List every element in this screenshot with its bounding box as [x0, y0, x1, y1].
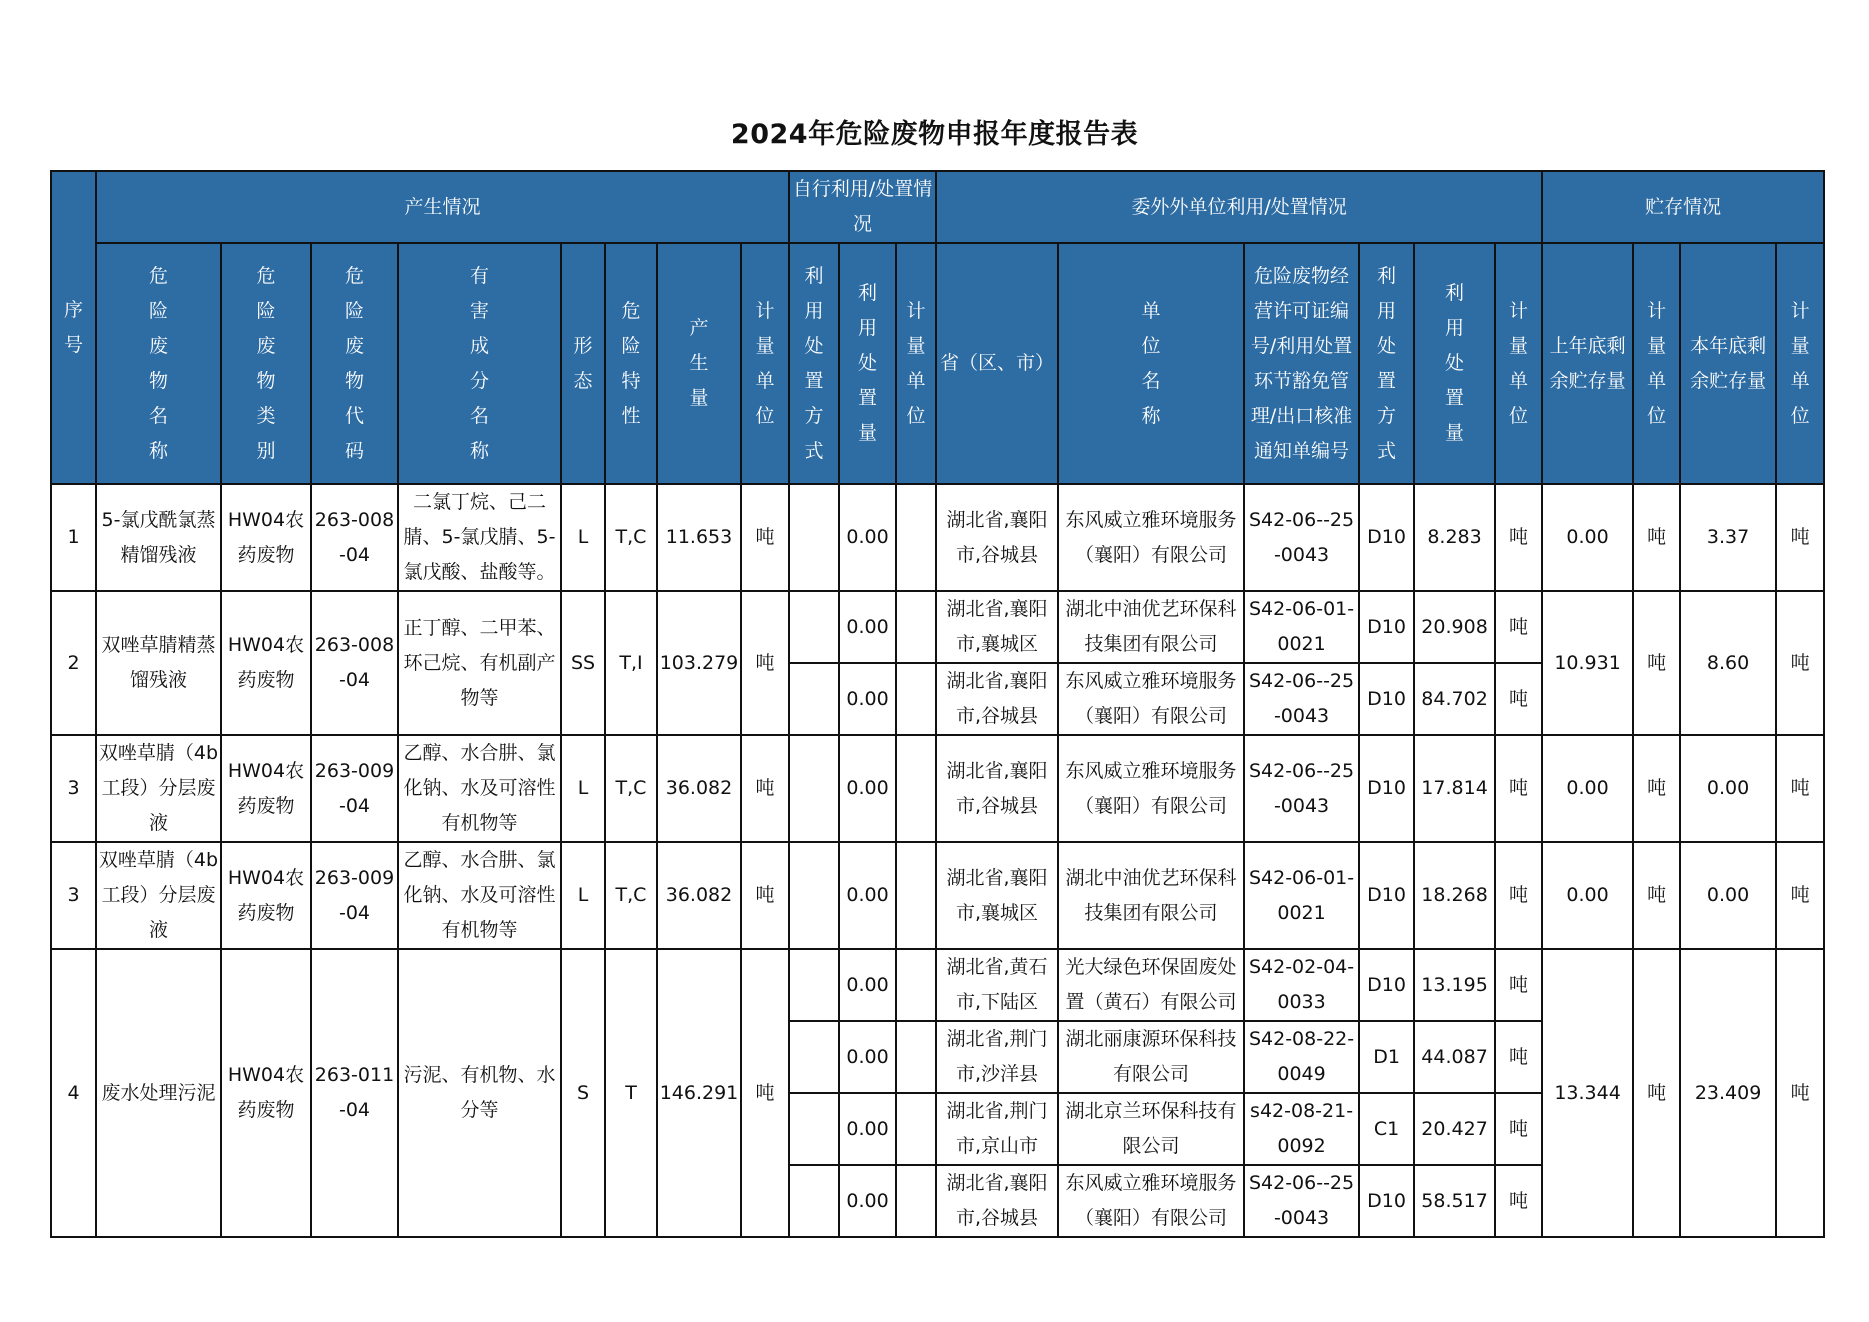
cell-province: 湖北省,襄阳市,谷城县 — [936, 735, 1058, 842]
header-curr-stock: 本年底剩余贮存量 — [1680, 243, 1776, 484]
cell-prev-stock: 10.931 — [1542, 591, 1633, 735]
table-row — [51, 735, 1824, 842]
cell-prev-unit: 吨 — [1633, 591, 1680, 735]
cell-company: 湖北丽康源环保科技有限公司 — [1058, 1021, 1244, 1093]
cell-form: L — [561, 484, 605, 591]
cell-out-method: C1 — [1359, 1093, 1414, 1165]
cell-company: 东风威立雅环境服务（襄阳）有限公司 — [1058, 735, 1244, 842]
cell-waste-code: 263-011-04 — [311, 949, 398, 1237]
header-out-unit: 计量单位 — [1495, 243, 1542, 484]
cell-prev-unit: 吨 — [1633, 949, 1680, 1237]
cell-harmful: 污泥、有机物、水分等 — [398, 949, 561, 1237]
cell-self-unit — [896, 663, 936, 735]
header-waste-code: 危险废物代码 — [311, 243, 398, 484]
cell-out-amount: 20.427 — [1414, 1093, 1495, 1165]
cell-self-unit — [896, 949, 936, 1021]
cell-self-unit — [896, 591, 936, 663]
cell-out-amount: 58.517 — [1414, 1165, 1495, 1237]
cell-waste-code: 263-009-04 — [311, 735, 398, 842]
cell-company: 东风威立雅环境服务（襄阳）有限公司 — [1058, 663, 1244, 735]
cell-out-unit: 吨 — [1495, 1093, 1542, 1165]
cell-out-unit: 吨 — [1495, 1165, 1542, 1237]
cell-province: 湖北省,襄阳市,襄城区 — [936, 842, 1058, 949]
cell-waste-category: HW04农药废物 — [221, 735, 311, 842]
cell-harmful: 二氯丁烷、己二腈、5-氯戊腈、5-氯戊酸、盐酸等。 — [398, 484, 561, 591]
cell-curr-stock: 0.00 — [1680, 842, 1776, 949]
cell-license: s42-08-21-0092 — [1244, 1093, 1359, 1165]
cell-out-method: D1 — [1359, 1021, 1414, 1093]
cell-seq: 1 — [51, 484, 96, 591]
cell-self-amount: 0.00 — [839, 949, 896, 1021]
header-self-amount: 利用处置量 — [839, 243, 896, 484]
cell-amount: 146.291 — [657, 949, 741, 1237]
table-row — [51, 591, 1824, 663]
cell-out-method: D10 — [1359, 735, 1414, 842]
cell-province: 湖北省,荆门市,沙洋县 — [936, 1021, 1058, 1093]
cell-curr-unit: 吨 — [1776, 484, 1824, 591]
cell-license: S42-06-01-0021 — [1244, 842, 1359, 949]
cell-out-amount: 8.283 — [1414, 484, 1495, 591]
cell-license: S42-06--25-0043 — [1244, 735, 1359, 842]
cell-company: 东风威立雅环境服务（襄阳）有限公司 — [1058, 1165, 1244, 1237]
cell-self-method — [789, 735, 839, 842]
cell-out-amount: 84.702 — [1414, 663, 1495, 735]
cell-self-method — [789, 663, 839, 735]
cell-company: 东风威立雅环境服务（襄阳）有限公司 — [1058, 484, 1244, 591]
cell-self-unit — [896, 1165, 936, 1237]
cell-self-amount: 0.00 — [839, 484, 896, 591]
cell-waste-name: 双唑草腈（4b工段）分层废液 — [96, 735, 221, 842]
cell-self-unit — [896, 1021, 936, 1093]
cell-prev-stock: 13.344 — [1542, 949, 1633, 1237]
cell-out-amount: 13.195 — [1414, 949, 1495, 1021]
cell-license: S42-06--25-0043 — [1244, 484, 1359, 591]
report-body — [51, 484, 1824, 1237]
cell-company: 湖北中油优艺环保科技集团有限公司 — [1058, 591, 1244, 663]
cell-waste-code: 263-009-04 — [311, 842, 398, 949]
header-company: 单位名称 — [1058, 243, 1244, 484]
cell-out-amount: 18.268 — [1414, 842, 1495, 949]
cell-self-method — [789, 484, 839, 591]
cell-seq: 2 — [51, 591, 96, 735]
cell-hazard: T,C — [605, 735, 657, 842]
cell-license: S42-06--25-0043 — [1244, 1165, 1359, 1237]
cell-curr-unit: 吨 — [1776, 591, 1824, 735]
cell-form: L — [561, 735, 605, 842]
cell-out-method: D10 — [1359, 663, 1414, 735]
cell-amount: 36.082 — [657, 735, 741, 842]
cell-waste-name: 废水处理污泥 — [96, 949, 221, 1237]
header-seq: 序号 — [51, 171, 96, 484]
cell-out-method: D10 — [1359, 484, 1414, 591]
header-province: 省（区、市） — [936, 243, 1058, 484]
cell-unit: 吨 — [741, 484, 789, 591]
cell-out-unit: 吨 — [1495, 735, 1542, 842]
cell-unit: 吨 — [741, 842, 789, 949]
cell-hazard: T — [605, 949, 657, 1237]
cell-curr-unit: 吨 — [1776, 842, 1824, 949]
header-out-method: 利用处置方式 — [1359, 243, 1414, 484]
cell-out-method: D10 — [1359, 842, 1414, 949]
cell-self-unit — [896, 1093, 936, 1165]
header-prev-unit: 计量单位 — [1633, 243, 1680, 484]
cell-waste-name: 5-氯戊酰氯蒸精馏残液 — [96, 484, 221, 591]
header-amount: 产生量 — [657, 243, 741, 484]
cell-amount: 36.082 — [657, 842, 741, 949]
cell-unit: 吨 — [741, 591, 789, 735]
cell-form: L — [561, 842, 605, 949]
header-group-self: 自行利用/处置情况 — [789, 171, 936, 243]
cell-harmful: 乙醇、水合肼、氯化钠、水及可溶性有机物等 — [398, 842, 561, 949]
cell-curr-stock: 0.00 — [1680, 735, 1776, 842]
header-prev-stock: 上年底剩余贮存量 — [1542, 243, 1633, 484]
cell-out-unit: 吨 — [1495, 591, 1542, 663]
cell-out-unit: 吨 — [1495, 484, 1542, 591]
cell-form: SS — [561, 591, 605, 735]
cell-out-amount: 44.087 — [1414, 1021, 1495, 1093]
cell-license: S42-06--25-0043 — [1244, 663, 1359, 735]
cell-seq: 3 — [51, 735, 96, 842]
cell-self-amount: 0.00 — [839, 1165, 896, 1237]
cell-self-method — [789, 1021, 839, 1093]
cell-seq: 3 — [51, 842, 96, 949]
cell-curr-stock: 23.409 — [1680, 949, 1776, 1237]
cell-form: S — [561, 949, 605, 1237]
cell-waste-category: HW04农药废物 — [221, 591, 311, 735]
cell-prev-unit: 吨 — [1633, 735, 1680, 842]
cell-province: 湖北省,襄阳市,谷城县 — [936, 484, 1058, 591]
cell-harmful: 正丁醇、二甲苯、环己烷、有机副产物等 — [398, 591, 561, 735]
cell-self-unit — [896, 735, 936, 842]
cell-self-method — [789, 842, 839, 949]
cell-unit: 吨 — [741, 949, 789, 1237]
cell-curr-stock: 8.60 — [1680, 591, 1776, 735]
cell-self-method — [789, 1165, 839, 1237]
cell-license: S42-02-04-0033 — [1244, 949, 1359, 1021]
cell-company: 湖北京兰环保科技有限公司 — [1058, 1093, 1244, 1165]
hazardous-waste-report-table — [50, 170, 1825, 1238]
header-self-method: 利用处置方式 — [789, 243, 839, 484]
cell-self-amount: 0.00 — [839, 1021, 896, 1093]
cell-curr-stock: 3.37 — [1680, 484, 1776, 591]
cell-province: 湖北省,襄阳市,襄城区 — [936, 591, 1058, 663]
cell-self-amount: 0.00 — [839, 591, 896, 663]
header-waste-category: 危险废物类别 — [221, 243, 311, 484]
cell-hazard: T,C — [605, 842, 657, 949]
cell-out-method: D10 — [1359, 949, 1414, 1021]
cell-self-method — [789, 949, 839, 1021]
cell-out-method: D10 — [1359, 591, 1414, 663]
cell-self-method — [789, 591, 839, 663]
cell-waste-category: HW04农药废物 — [221, 484, 311, 591]
header-group-storage: 贮存情况 — [1542, 171, 1824, 243]
cell-province: 湖北省,襄阳市,谷城县 — [936, 1165, 1058, 1237]
cell-curr-unit: 吨 — [1776, 949, 1824, 1237]
cell-waste-name: 双唑草腈精蒸馏残液 — [96, 591, 221, 735]
cell-license: S42-06-01-0021 — [1244, 591, 1359, 663]
header-group-production: 产生情况 — [96, 171, 789, 243]
cell-waste-code: 263-008-04 — [311, 484, 398, 591]
cell-amount: 11.653 — [657, 484, 741, 591]
table-row — [51, 949, 1824, 1021]
cell-out-unit: 吨 — [1495, 949, 1542, 1021]
cell-province: 湖北省,黄石市,下陆区 — [936, 949, 1058, 1021]
cell-out-amount: 17.814 — [1414, 735, 1495, 842]
cell-self-amount: 0.00 — [839, 735, 896, 842]
cell-prev-unit: 吨 — [1633, 484, 1680, 591]
cell-waste-category: HW04农药废物 — [221, 949, 311, 1237]
cell-company: 湖北中油优艺环保科技集团有限公司 — [1058, 842, 1244, 949]
cell-province: 湖北省,襄阳市,谷城县 — [936, 663, 1058, 735]
cell-self-unit — [896, 484, 936, 591]
header-group-outsource: 委外外单位利用/处置情况 — [936, 171, 1542, 243]
header-waste-name: 危险废物名称 — [96, 243, 221, 484]
header-form: 形态 — [561, 243, 605, 484]
cell-waste-code: 263-008-04 — [311, 591, 398, 735]
header-out-amount: 利用处置量 — [1414, 243, 1495, 484]
header-unit: 计量单位 — [741, 243, 789, 484]
header-curr-unit: 计量单位 — [1776, 243, 1824, 484]
cell-amount: 103.279 — [657, 591, 741, 735]
header-license: 危险废物经营许可证编号/利用处置环节豁免管理/出口核准通知单编号 — [1244, 243, 1359, 484]
cell-company: 光大绿色环保固废处置（黄石）有限公司 — [1058, 949, 1244, 1021]
cell-self-amount: 0.00 — [839, 842, 896, 949]
cell-self-amount: 0.00 — [839, 663, 896, 735]
cell-prev-stock: 0.00 — [1542, 842, 1633, 949]
header-self-unit: 计量单位 — [896, 243, 936, 484]
cell-prev-stock: 0.00 — [1542, 735, 1633, 842]
cell-seq: 4 — [51, 949, 96, 1237]
cell-harmful: 乙醇、水合肼、氯化钠、水及可溶性有机物等 — [398, 735, 561, 842]
cell-prev-stock: 0.00 — [1542, 484, 1633, 591]
cell-curr-unit: 吨 — [1776, 735, 1824, 842]
table-row — [51, 842, 1824, 949]
cell-license: S42-08-22-0049 — [1244, 1021, 1359, 1093]
cell-self-unit — [896, 842, 936, 949]
cell-hazard: T,C — [605, 484, 657, 591]
cell-prev-unit: 吨 — [1633, 842, 1680, 949]
cell-self-method — [789, 1093, 839, 1165]
cell-out-unit: 吨 — [1495, 1021, 1542, 1093]
cell-province: 湖北省,荆门市,京山市 — [936, 1093, 1058, 1165]
table-row — [51, 484, 1824, 591]
report-title: 2024年危险废物申报年度报告表 — [730, 119, 1139, 150]
cell-unit: 吨 — [741, 735, 789, 842]
cell-self-amount: 0.00 — [839, 1093, 896, 1165]
header-hazard: 危险特性 — [605, 243, 657, 484]
cell-out-unit: 吨 — [1495, 663, 1542, 735]
header-harmful: 有害成分名称 — [398, 243, 561, 484]
cell-out-method: D10 — [1359, 1165, 1414, 1237]
cell-out-amount: 20.908 — [1414, 591, 1495, 663]
cell-out-unit: 吨 — [1495, 842, 1542, 949]
cell-waste-category: HW04农药废物 — [221, 842, 311, 949]
cell-waste-name: 双唑草腈（4b工段）分层废液 — [96, 842, 221, 949]
cell-hazard: T,I — [605, 591, 657, 735]
